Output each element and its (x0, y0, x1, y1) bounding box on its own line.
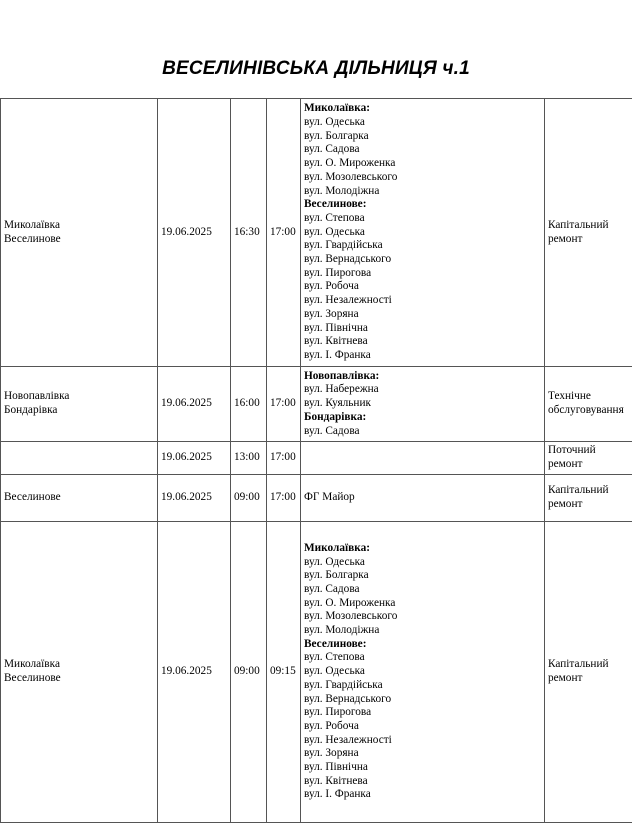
end-time-cell: 09:15 (267, 522, 301, 823)
table-row (1, 475, 632, 522)
street-item: вул. Мозолевського (304, 171, 541, 185)
settlement-heading: Веселинове: (304, 638, 541, 652)
date-cell: 19.06.2025 (158, 522, 231, 823)
page-title: ВЕСЕЛИНІВСЬКА ДІЛЬНИЦЯ ч.1 (0, 58, 632, 80)
location-cell: Веселинове (1, 475, 158, 522)
street-item: вул. Зоряна (304, 308, 541, 322)
date-cell: 19.06.2025 (158, 475, 231, 522)
street-item: вул. Молодіжна (304, 185, 541, 199)
street-item: вул. О. Мироженка (304, 157, 541, 171)
start-time-cell: 13:00 (231, 442, 267, 475)
outage-schedule-table (0, 98, 632, 823)
street-item: вул. Болгарка (304, 569, 541, 583)
address-list-cell (301, 99, 545, 367)
street-item: вул. О. Мироженка (304, 597, 541, 611)
date-cell: 19.06.2025 (158, 367, 231, 442)
work-type-cell: Капітальний ремонт (545, 522, 632, 823)
street-item: вул. І. Франка (304, 349, 541, 363)
settlement-heading: Миколаївка: (304, 542, 541, 556)
street-item: вул. Степова (304, 651, 541, 665)
settlement-heading: Миколаївка: (304, 102, 541, 116)
street-item: вул. Незалежності (304, 734, 541, 748)
date-cell: 19.06.2025 (158, 442, 231, 475)
work-type-cell: Капітальний ремонт (545, 475, 632, 522)
end-time-cell: 17:00 (267, 367, 301, 442)
table-row (1, 99, 632, 367)
table-row (1, 367, 632, 442)
address-list-cell (301, 367, 545, 442)
street-item: вул. Квітнева (304, 335, 541, 349)
street-item: вул. Садова (304, 425, 541, 439)
street-item: вул. Одеська (304, 556, 541, 570)
street-item: вул. Квітнева (304, 775, 541, 789)
street-item: вул. Північна (304, 761, 541, 775)
date-cell: 19.06.2025 (158, 99, 231, 367)
street-item: вул. Незалежності (304, 294, 541, 308)
street-item: вул. Болгарка (304, 130, 541, 144)
street-item: вул. Садова (304, 583, 541, 597)
location-cell (1, 442, 158, 475)
start-time-cell: 09:00 (231, 475, 267, 522)
settlement-heading: Новопавлівка: (304, 370, 541, 384)
street-item: вул. Вернадського (304, 253, 541, 267)
table-row (1, 522, 632, 823)
work-type-cell: Поточний ремонт (545, 442, 632, 475)
settlement-heading: Веселинове: (304, 198, 541, 212)
street-item: вул. Мозолевського (304, 610, 541, 624)
street-item: вул. Гвардійська (304, 679, 541, 693)
address-list-cell (301, 522, 545, 823)
street-item: вул. Одеська (304, 226, 541, 240)
street-item: вул. Пирогова (304, 706, 541, 720)
street-item: ФГ Майор (304, 491, 541, 505)
street-item: вул. І. Франка (304, 788, 541, 802)
street-item: вул. Пирогова (304, 267, 541, 281)
street-item: вул. Гвардійська (304, 239, 541, 253)
street-item: вул. Степова (304, 212, 541, 226)
end-time-cell: 17:00 (267, 475, 301, 522)
work-type-cell: Капітальний ремонт (545, 99, 632, 367)
street-item: вул. Куяльник (304, 397, 541, 411)
work-type-cell: Технічне обслуговування (545, 367, 632, 442)
start-time-cell: 09:00 (231, 522, 267, 823)
street-item: вул. Вернадського (304, 693, 541, 707)
location-cell: Новопавлівка Бондарівка (1, 367, 158, 442)
end-time-cell: 17:00 (267, 442, 301, 475)
table-row (1, 442, 632, 475)
location-cell: Миколаївка Веселинове (1, 99, 158, 367)
settlement-heading: Бондарівка: (304, 411, 541, 425)
address-list-cell (301, 475, 545, 522)
street-item: вул. Одеська (304, 665, 541, 679)
street-item: вул. Зоряна (304, 747, 541, 761)
street-item: вул. Північна (304, 322, 541, 336)
start-time-cell: 16:30 (231, 99, 267, 367)
street-item: вул. Садова (304, 143, 541, 157)
street-item: вул. Робоча (304, 720, 541, 734)
street-item: вул. Робоча (304, 280, 541, 294)
address-list-cell (301, 442, 545, 475)
street-item: вул. Набережна (304, 383, 541, 397)
location-cell: Миколаївка Веселинове (1, 522, 158, 823)
end-time-cell: 17:00 (267, 99, 301, 367)
street-item: вул. Молодіжна (304, 624, 541, 638)
street-item: вул. Одеська (304, 116, 541, 130)
start-time-cell: 16:00 (231, 367, 267, 442)
